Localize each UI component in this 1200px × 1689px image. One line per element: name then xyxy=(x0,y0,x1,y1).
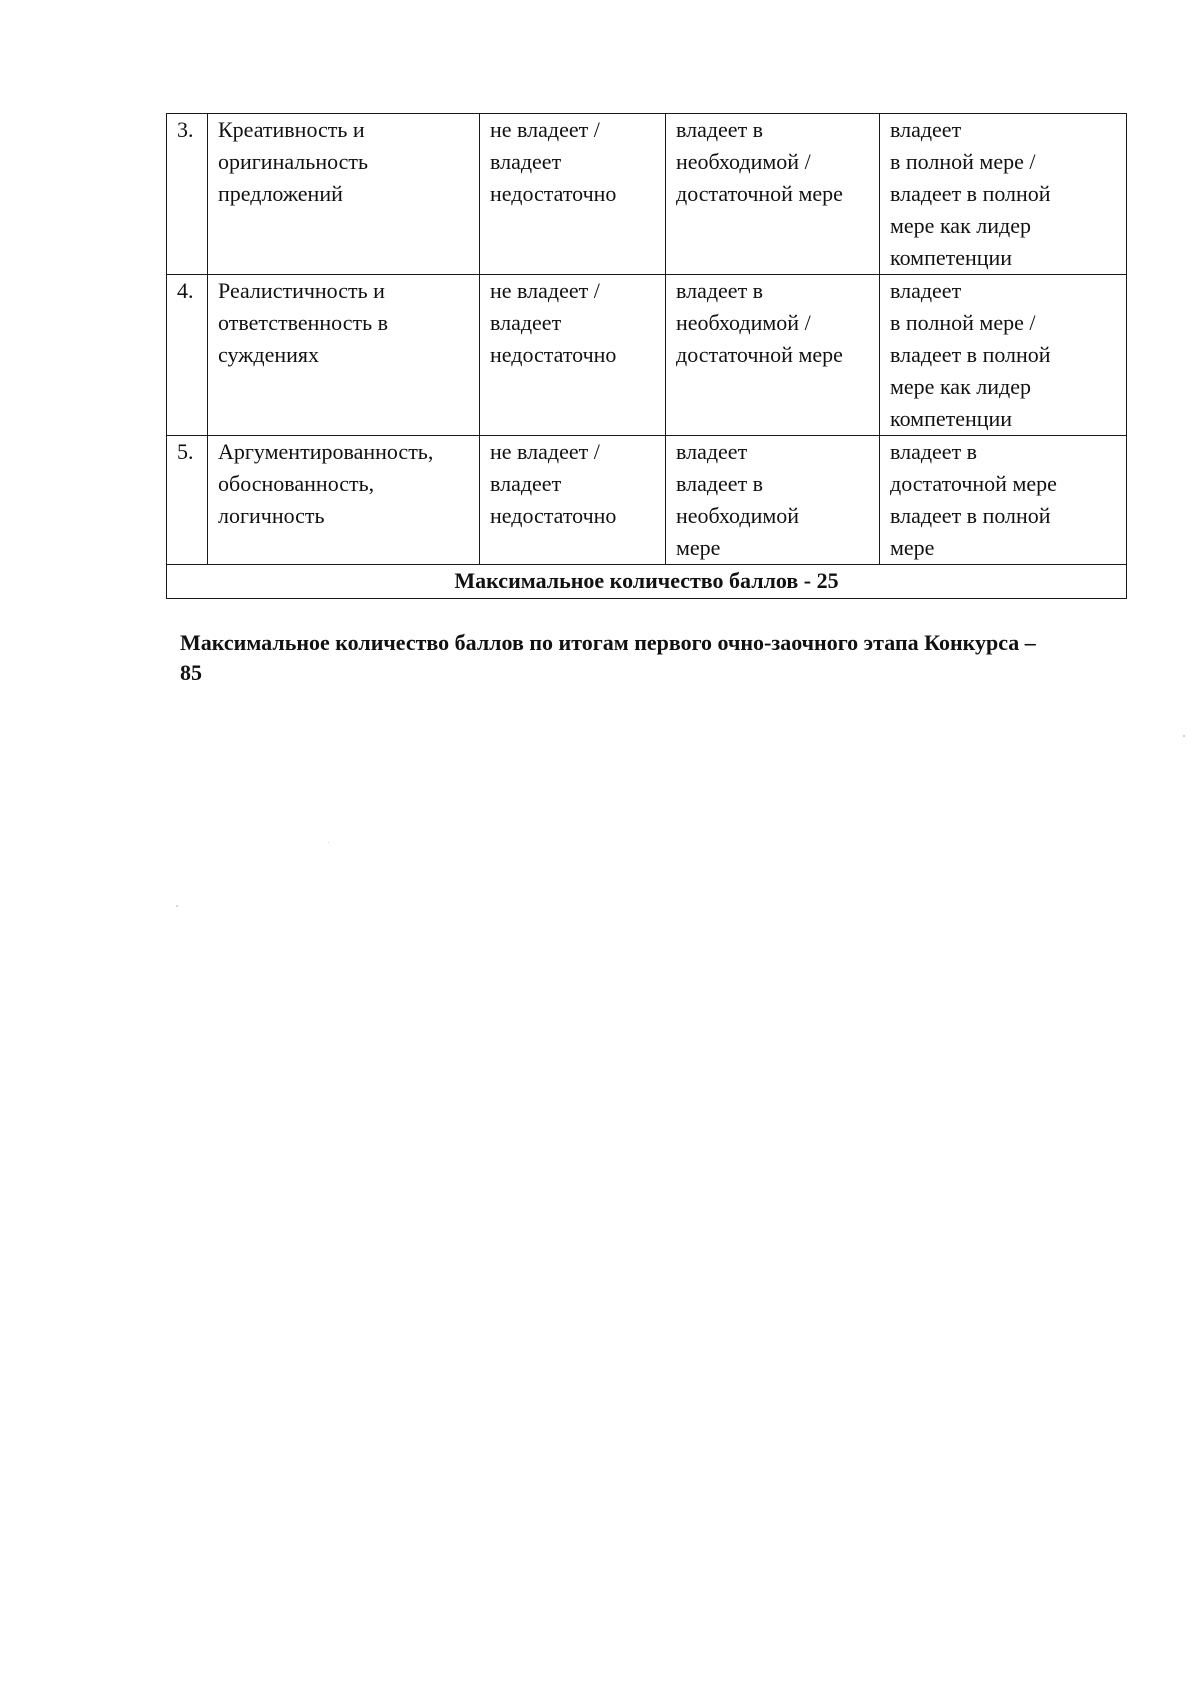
level-low-cell: не владеет / владеет недостаточно xyxy=(480,436,666,565)
criterion-cell: Аргументированность, обоснованность, логичность xyxy=(208,436,480,565)
total-points-cell: Максимальное количество баллов - 25 xyxy=(167,565,1127,599)
table-total-row xyxy=(167,565,1127,599)
table-row xyxy=(167,114,1127,275)
row-number: 5. xyxy=(167,436,208,565)
row-number: 3. xyxy=(167,114,208,275)
level-high-cell: владеет в достаточной мере владеет в полной мере xyxy=(880,436,1127,565)
level-low-cell: не владеет / владеет недостаточно xyxy=(480,275,666,436)
scan-speck xyxy=(328,842,329,843)
level-high-cell: владеет в полной мере / владеет в полной мере как лидер компетенции xyxy=(880,114,1127,275)
scan-speck xyxy=(176,905,178,907)
criteria-table xyxy=(166,113,1127,599)
table-row xyxy=(167,436,1127,565)
summary-text: Максимальное количество баллов по итогам первого очно-заочного этапа Конкурса – 85 xyxy=(180,630,1036,685)
level-high-cell: владеет в полной мере / владеет в полной мере как лидер компетенции xyxy=(880,275,1127,436)
level-low-cell: не владеет / владеет недостаточно xyxy=(480,114,666,275)
level-mid-cell: владеет владеет в необходимой мере xyxy=(666,436,880,565)
criterion-cell: Креативность и оригинальность предложений xyxy=(208,114,480,275)
scan-speck xyxy=(1183,735,1185,737)
level-mid-cell: владеет в необходимой / достаточной мере xyxy=(666,114,880,275)
row-number: 4. xyxy=(167,275,208,436)
level-mid-cell: владеет в необходимой / достаточной мере xyxy=(666,275,880,436)
criterion-cell: Реалистичность и ответственность в суждениях xyxy=(208,275,480,436)
table-row xyxy=(167,275,1127,436)
